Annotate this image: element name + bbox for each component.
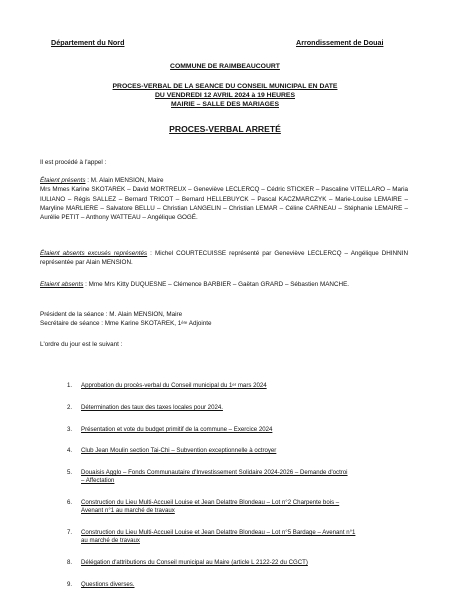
- agenda-text: Club Jean Moulin section Tai-Chi – Subvention exceptionnelle à octroyer: [81, 447, 277, 454]
- agenda-text: [81, 382, 381, 390]
- header-departement: Département du Nord: [51, 38, 125, 47]
- presents-maire: : M. Alain MENSION, Maire: [85, 177, 164, 184]
- absents-section: [40, 280, 408, 289]
- agenda-number: 6.: [67, 499, 73, 506]
- agenda-number: 1.: [67, 382, 73, 389]
- absents-label: Etaient absents: [40, 281, 84, 288]
- agenda-text-main: Approbation du procès-verbal du Conseil municipal du 1: [81, 382, 233, 389]
- agenda-number: 9.: [67, 581, 73, 588]
- secretaire-sup: ère: [181, 320, 188, 325]
- agenda-text: Présentation et vote du budget primitif de la commune – Exercice 2024: [81, 426, 273, 433]
- agenda-text-line1: Construction du Lieu Multi-Accueil Louise et Jean Delattre Blondeau – Lot n°5 Bardage – Avenant n°1: [81, 529, 356, 536]
- agenda-text-tail: mars 2024: [236, 382, 267, 389]
- agenda-number: 2.: [67, 404, 73, 411]
- agenda-number: 4.: [67, 447, 73, 454]
- ordre-intro: L'ordre du jour est le suivant :: [40, 341, 123, 348]
- header-arrondissement: Arrondissement de Douai: [296, 38, 384, 47]
- agenda-number: 5.: [67, 469, 73, 476]
- excuses-section: [40, 249, 408, 268]
- agenda-text: [81, 529, 421, 545]
- presents-list: Mrs Mmes Karine SKOTAREK – David MORTREUX – Geneviève LECLERCQ – Cédric STICKER – Pascaline VITELLARO – Maria IULIANO – Régis SALLEZ – Bernard TRICOT – Bernard HELLEBUYCK – Pascal KACZMARCZYK – Marie-Louise LEMAIRE – Maryline MARLIERE – Salvatore BELLU – Christian LANGELIN – Christian LEMAR – Céline CARNEAU – Stéphanie LEMAIRE – Aurélie PETIT – Anthony WATTEAU – Angélique GOGÉ.: [40, 186, 408, 222]
- excuses-list: : Michel COURTECUISSE représenté par Geneviève LECLERCQ – Angélique DHINNIN représentée par Alain MENSION.: [40, 250, 408, 267]
- secretaire-label: Secrétaire de séance : Mme Karine SKOTAREK, 1: [40, 320, 182, 327]
- agenda-text-line2: – Affectation: [81, 477, 115, 485]
- agenda-text-line2: au marché de travaux: [81, 537, 140, 545]
- title-line-2: DU VENDREDI 12 AVRIL 2024 à 19 HEURES: [154, 92, 296, 99]
- commune-title: COMMUNE DE RAIMBEAUCOURT: [170, 63, 280, 70]
- president-text: Président de la séance : M. Alain MENSION, Maire: [40, 311, 183, 318]
- excuses-label: Étaient absents excusés représentés: [40, 250, 148, 257]
- absents-list: : Mme Mrs Kitty DUQUESNE – Clémence BARBIER – Gaëtan GRARD – Sébastien MANCHE.: [83, 281, 350, 288]
- title-line-1: PROCES-VERBAL DE LA SEANCE DU CONSEIL MUNICIPAL EN DATE: [112, 83, 338, 90]
- secretaire-text: [40, 319, 408, 328]
- secretaire-tail: Adjointe: [187, 320, 212, 327]
- agenda-number: 3.: [67, 426, 73, 433]
- agenda-text-line1: Douaisis Agglo – Fonds Communautaire d'Investissement Solidaire 2024-2026 – Demande d'octroi: [81, 469, 348, 476]
- presents-section: [40, 176, 408, 222]
- document-subtitle: PROCES-VERBAL ARRETÉ: [169, 124, 281, 134]
- agenda-text: [81, 499, 421, 515]
- agenda-text: Détermination des taux des taxes locales pour 2024.: [81, 404, 223, 411]
- agenda-text: [81, 469, 421, 485]
- agenda-text: Délégation d'attributions du Conseil municipal au Maire (article L 2122-22 du CGCT): [81, 559, 308, 566]
- agenda-number: 7.: [67, 529, 73, 536]
- agenda-text: Questions diverses.: [81, 581, 135, 588]
- presents-label: Étaient présents: [40, 177, 86, 184]
- intro-text: Il est procédé à l'appel :: [40, 159, 107, 166]
- title-line-3: MAIRIE – SALLE DES MARIAGES: [170, 101, 279, 108]
- agenda-text-line1: Construction du Lieu Multi-Accueil Louise et Jean Delattre Blondeau – Lot n°2 Charpente bois –: [81, 499, 340, 506]
- agenda-text-line2: Avenant n°1 au marché de travaux: [81, 507, 175, 515]
- agenda-sup: er: [232, 382, 237, 387]
- agenda-number: 8.: [67, 559, 73, 566]
